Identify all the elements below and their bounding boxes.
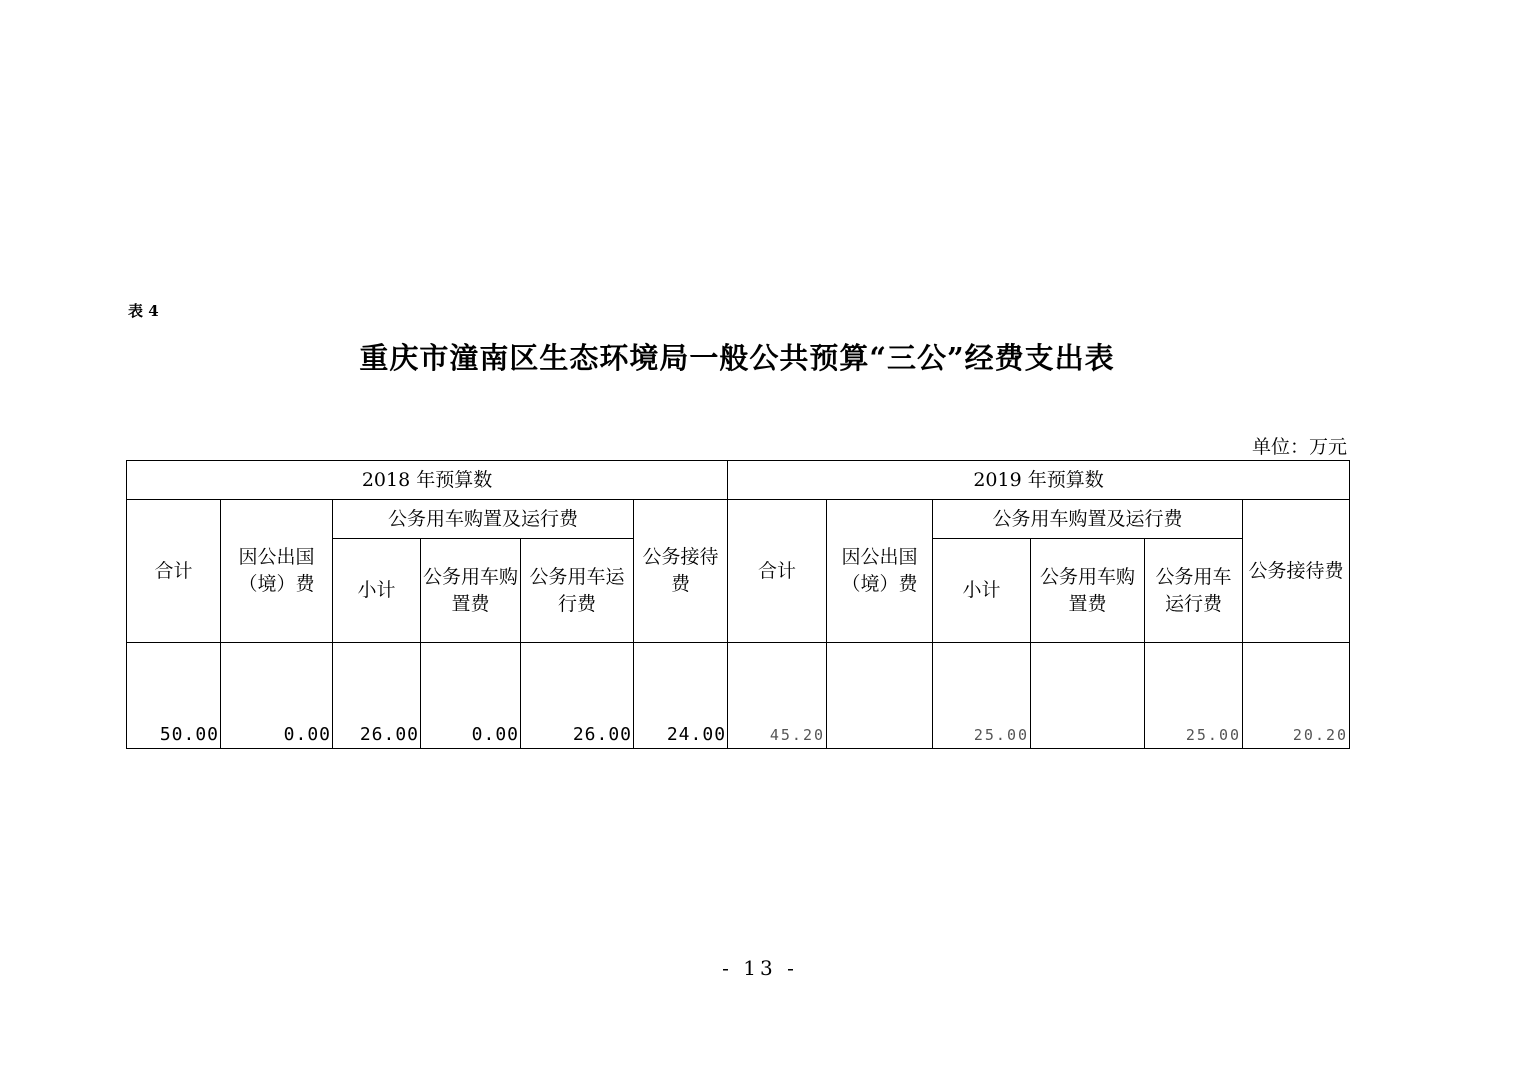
value-reception-2019: 20.20 [1243, 643, 1350, 749]
header-subtotal-2019: 小计 [933, 539, 1031, 643]
header-abroad-2018: 因公出国（境）费 [221, 500, 333, 643]
value-subtotal-2018: 26.00 [333, 643, 421, 749]
header-reception-2018: 公务接待费 [634, 500, 728, 643]
budget-table [126, 460, 1350, 749]
header-vehicle-group-2019: 公务用车购置及运行费 [933, 500, 1243, 539]
page-number: - 13 - [722, 956, 798, 980]
unit-label: 单位：万元 [1251, 436, 1347, 458]
value-operation-2019: 25.00 [1145, 643, 1243, 749]
header-operation-2019: 公务用车运行费 [1145, 539, 1243, 643]
year-header-2018: 2018 年预算数 [127, 461, 728, 500]
header-vehicle-group-2018: 公务用车购置及运行费 [333, 500, 634, 539]
value-total-2019: 45.20 [728, 643, 827, 749]
header-subtotal-2018: 小计 [333, 539, 421, 643]
header-total-2018: 合计 [127, 500, 221, 643]
value-abroad-2018: 0.00 [221, 643, 333, 749]
header-abroad-2019: 因公出国（境）费 [827, 500, 933, 643]
value-purchase-2019 [1031, 643, 1145, 749]
table-number-label: 表 4 [128, 302, 159, 320]
header-operation-2018: 公务用车运行费 [521, 539, 634, 643]
document-title: 重庆市潼南区生态环境局一般公共预算“三公”经费支出表 [359, 341, 1115, 375]
value-total-2018: 50.00 [127, 643, 221, 749]
table-row [127, 643, 1350, 749]
value-operation-2018: 26.00 [521, 643, 634, 749]
value-purchase-2018: 0.00 [421, 643, 521, 749]
header-purchase-2019: 公务用车购置费 [1031, 539, 1145, 643]
value-subtotal-2019: 25.00 [933, 643, 1031, 749]
value-reception-2018: 24.00 [634, 643, 728, 749]
value-abroad-2019 [827, 643, 933, 749]
year-header-2019: 2019 年预算数 [728, 461, 1350, 500]
header-purchase-2018: 公务用车购置费 [421, 539, 521, 643]
header-reception-2019: 公务接待费 [1243, 500, 1350, 643]
header-total-2019: 合计 [728, 500, 827, 643]
